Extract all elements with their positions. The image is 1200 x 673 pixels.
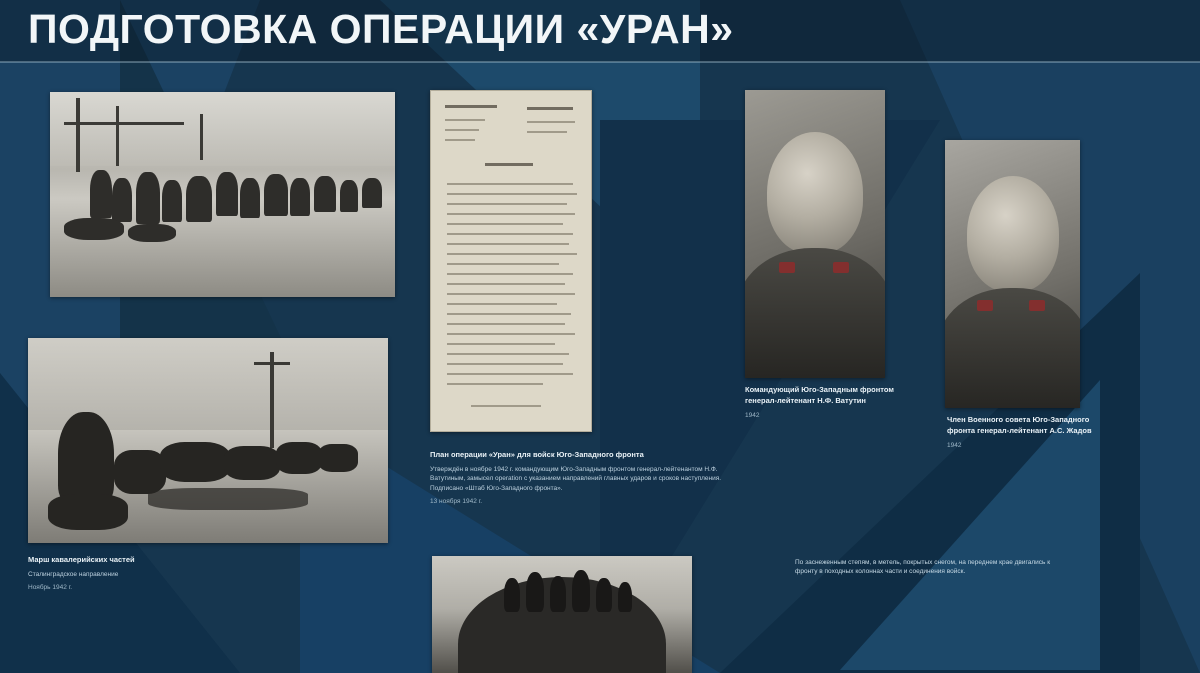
photo-pole — [270, 352, 274, 448]
collar-tab — [1029, 300, 1045, 311]
document-line — [447, 223, 563, 225]
photo-sky — [50, 92, 395, 166]
document-line — [447, 213, 575, 215]
page-title: ПОДГОТОВКА ОПЕРАЦИИ «УРАН» — [28, 6, 734, 52]
photo-sled — [224, 446, 280, 480]
document-line — [447, 253, 577, 255]
photo-pole — [116, 106, 119, 166]
document-line — [447, 383, 543, 385]
document-line — [447, 333, 575, 335]
photo-cavalry-march — [28, 338, 388, 543]
caption-cavalry — [28, 555, 188, 593]
document-line — [447, 283, 565, 285]
document-line — [447, 193, 577, 195]
caption-body: Сталинградское направление — [28, 570, 119, 578]
photo-sled — [160, 442, 230, 482]
document-line — [447, 183, 573, 185]
photo-portrait-zhadov — [945, 140, 1080, 408]
photo-figure — [362, 178, 382, 208]
photo-figure — [526, 572, 544, 612]
caption-document — [430, 450, 735, 507]
document-line — [447, 373, 573, 375]
document-line — [527, 131, 567, 133]
document-line — [447, 363, 563, 365]
photo-figure — [216, 172, 238, 216]
document-line — [445, 129, 479, 131]
photo-figure — [314, 176, 336, 212]
photo-figure — [112, 178, 132, 222]
caption-title: План операции «Уран» для войск Юго-Западного фронта — [430, 450, 644, 459]
photo-figure — [240, 178, 260, 218]
collar-tab — [833, 262, 849, 273]
caption-date: Ноябрь 1942 г. — [28, 584, 73, 592]
document-line — [445, 119, 485, 121]
document-line — [445, 139, 475, 141]
photo-soldiers-on-hill — [432, 556, 692, 673]
photo-figure — [64, 218, 124, 240]
photo-figure — [596, 578, 612, 612]
document-line — [447, 273, 573, 275]
photo-figure — [550, 576, 566, 612]
collar-tab — [779, 262, 795, 273]
document-line — [447, 313, 571, 315]
document-line — [447, 203, 567, 205]
caption-date: 13 ноября 1942 г. — [430, 498, 482, 506]
photo-figure — [186, 176, 212, 222]
document-line — [447, 263, 559, 265]
collar-tab — [977, 300, 993, 311]
photo-operation-plan-document — [430, 90, 592, 432]
photo-sled — [276, 442, 322, 474]
photo-figure — [90, 170, 112, 218]
caption-body: По заснеженным степям, в метель, покрытых снегом, на переднем крае двигались к фронту в походных колоннах части и соединения войск. — [795, 559, 1051, 576]
document-heading-line — [527, 107, 573, 110]
portrait-uniform — [745, 248, 885, 378]
photo-pole — [76, 98, 80, 172]
portrait-head — [767, 132, 863, 254]
document-line — [527, 121, 575, 123]
photo-figure — [504, 578, 520, 612]
photo-crossbeam — [64, 122, 184, 125]
photo-figure — [136, 172, 160, 224]
document-heading-line — [445, 105, 497, 108]
document-line — [447, 343, 555, 345]
document-line — [447, 353, 569, 355]
photo-portrait-vatutin — [745, 90, 885, 378]
document-subheading — [485, 163, 533, 166]
document-signature — [471, 405, 541, 407]
photo-figure — [290, 178, 310, 216]
photo-figure — [264, 174, 288, 216]
photo-pow-column — [50, 92, 395, 297]
photo-foreground — [48, 494, 128, 530]
document-line — [447, 243, 569, 245]
caption-title: Марш кавалерийских частей — [28, 555, 135, 564]
caption-date: 1942 — [947, 441, 962, 449]
portrait-uniform — [945, 288, 1080, 408]
photo-foreground — [148, 488, 308, 510]
photo-pole — [200, 114, 203, 160]
photo-sled — [318, 444, 358, 472]
header-divider — [0, 61, 1200, 63]
photo-figure — [340, 180, 358, 212]
document-line — [447, 293, 575, 295]
document-line — [447, 303, 557, 305]
document-line — [447, 323, 565, 325]
caption-zhadov — [947, 415, 1112, 450]
photo-crossbeam — [254, 362, 290, 365]
portrait-head — [967, 176, 1059, 292]
photo-rider — [58, 412, 114, 504]
photo-figure — [128, 224, 176, 242]
caption-vatutin — [745, 385, 895, 420]
caption-title: Член Военного совета Юго-Западного фронта генерал-лейтенант А.С. Жадов — [947, 415, 1092, 435]
caption-quote — [795, 558, 1065, 577]
caption-body: Утверждён в ноябре 1942 г. командующим Юго-Западным фронтом генерал-лейтенантом Н.Ф. Ватутиным, замысел operation с указанием направлений главных ударов и сроков наступления. Подписано «Штаб Юго-Западного фронта». — [430, 465, 722, 492]
photo-figure — [618, 582, 632, 612]
photo-figure — [572, 570, 590, 612]
document-line — [447, 233, 573, 235]
photo-horse — [114, 450, 166, 494]
photo-figure — [162, 180, 182, 222]
caption-title: Командующий Юго-Западным фронтом генерал-лейтенант Н.Ф. Ватутин — [745, 385, 894, 405]
caption-date: 1942 — [745, 411, 760, 419]
